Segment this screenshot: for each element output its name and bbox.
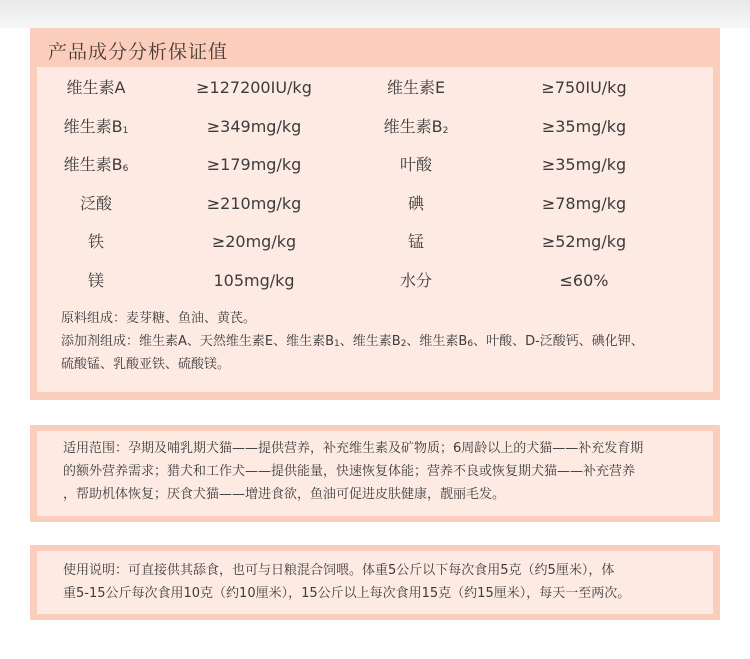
scope-panel (30, 425, 720, 522)
nutrient-name: 锰 (407, 232, 424, 251)
nutrient-name: 铁 (87, 232, 104, 251)
nutrient-value: ≤60% (559, 270, 609, 290)
nutrient-value: ≥78mg/kg (541, 193, 627, 213)
nutrient-name: 碘 (407, 193, 424, 213)
ingredient-row (37, 68, 713, 107)
nutrient-name: 维生素A (66, 78, 126, 97)
nutrient-name: 维生素$B_2$ (383, 116, 449, 136)
usage-panel (30, 545, 720, 620)
usage-box (37, 551, 713, 614)
nutrient-value: ≥349mg/kg (206, 116, 302, 136)
additives-line2: 硫酸锰、乳酸亚铁、硫酸镁。 (61, 357, 231, 372)
top-band (0, 0, 750, 28)
ingredient-row (37, 261, 713, 300)
nutrient-name: 叶酸 (399, 155, 432, 174)
nutrient-name: 维生素$B_1$ (63, 116, 129, 136)
scope-box (37, 431, 713, 516)
nutrient-value: ≥35mg/kg (541, 155, 627, 174)
nutrient-name: 维生素$B_6$ (63, 155, 129, 174)
ingredient-row (37, 184, 713, 223)
nutrient-name: 水分 (399, 270, 432, 290)
nutrient-name: 维生素E (386, 78, 446, 97)
nutrient-value: ≥210mg/kg (206, 193, 302, 213)
nutrient-value: ≥179mg/kg (206, 155, 302, 174)
nutrient-value: 105mg/kg (213, 270, 295, 290)
ingredient-table (37, 67, 713, 392)
nutrient-value: ≥35mg/kg (541, 116, 627, 136)
ingredient-panel (30, 28, 720, 400)
nutrient-value: ≥20mg/kg (211, 232, 297, 251)
usage-line-2: 重5-15公斤每次食用10克（约10厘米），15公斤以上每次食用15克（约15厘米），每天一至两次。 (63, 586, 631, 601)
usage-line-1: 使用说明：可直接供其舔食，也可与日粮混合饲喂。体重5公斤以下每次食用5克（约5厘米），体 (63, 563, 615, 578)
ingredient-row (37, 145, 713, 184)
nutrient-value: ≥52mg/kg (541, 232, 627, 251)
nutrient-value: ≥750IU/kg (541, 78, 627, 97)
additives: 添加剂组成：维生素A、天然维生素E、维生素$B_1$、维生素$B_2$、维生素$B_6$、叶酸、D-泛酸钙、碘化钾、 (61, 334, 644, 349)
scope-line-3: ，帮助机体恢复；厌食犬猫——增进食欲，鱼油可促进皮肤健康，靓丽毛发。 (63, 487, 506, 502)
raw-materials: 原料组成：麦芽糖、鱼油、黄芪。 (61, 311, 257, 326)
scope-line-1: 适用范围：孕期及哺乳期犬猫——提供营养，补充维生素及矿物质；6周龄以上的犬猫——补充发育期 (63, 441, 644, 456)
scope-line-2: 的额外营养需求；猎犬和工作犬——提供能量，快速恢复体能；营养不良或恢复期犬猫——补充营养 (63, 464, 636, 479)
nutrient-name: 泛酸 (79, 193, 112, 213)
nutrient-value: ≥127200IU/kg (196, 78, 312, 97)
nutrient-name: 镁 (87, 270, 104, 290)
ingredient-row (37, 222, 713, 261)
panel-title: 产品成分分析保证值 (48, 41, 229, 63)
ingredient-row (37, 107, 713, 146)
